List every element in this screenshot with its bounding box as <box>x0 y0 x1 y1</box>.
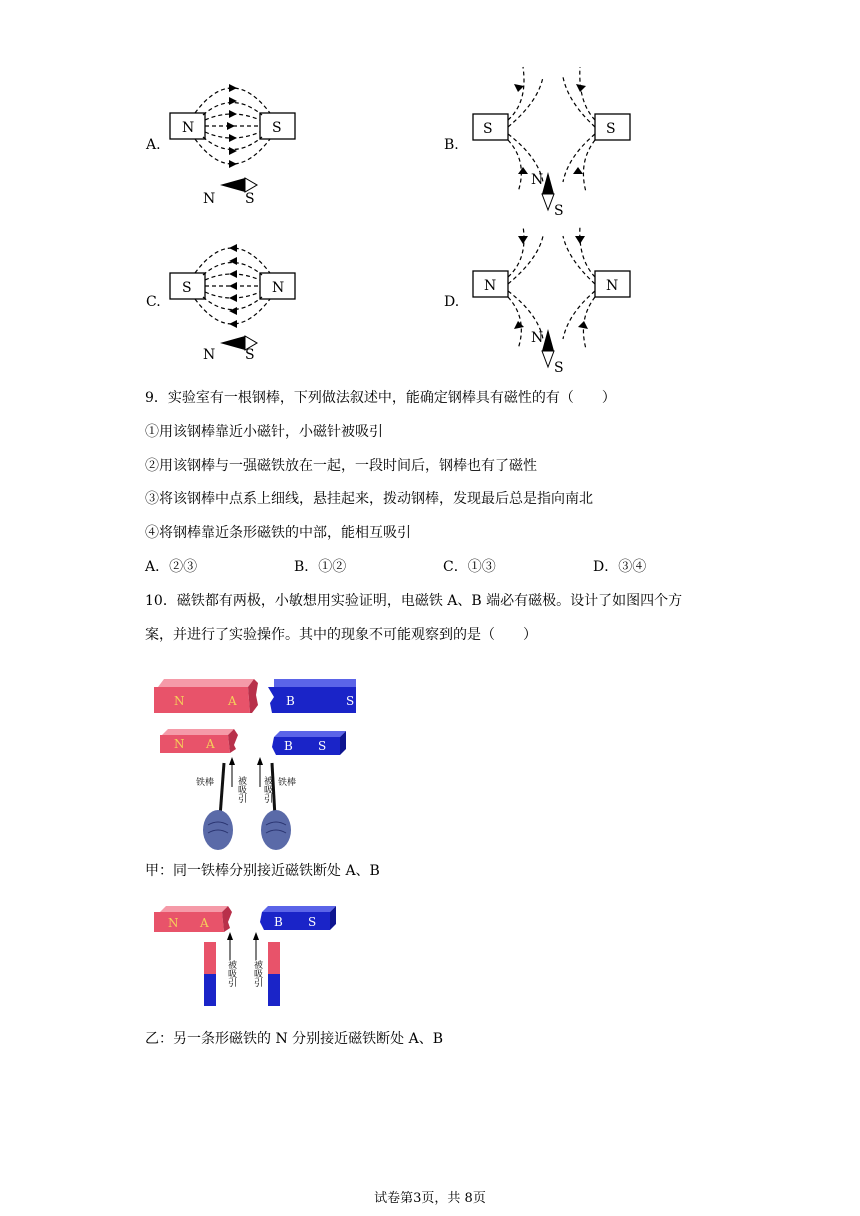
jia-top-left-a: A <box>228 694 237 708</box>
fig-b-right-pole: S <box>606 121 616 137</box>
fig-c-right-pole: N <box>272 280 285 296</box>
q9-item-1: ①用该钢棒靠近小磁针，小磁针被吸引 <box>145 424 383 440</box>
figure-d-field-diagram <box>468 226 638 386</box>
fig-d-needle-n: N <box>531 330 544 346</box>
q9-item-4: ④将钢棒靠近条形磁铁的中部，能相互吸引 <box>145 525 411 541</box>
jia-rod-label-right: 铁棒 <box>278 778 297 788</box>
jia-mid-right-b: B <box>284 739 293 753</box>
yi-left-a: A <box>200 916 209 930</box>
fig-c-needle-s: S <box>245 347 255 363</box>
yi-caption: 乙：另一条形磁铁的 N 分别接近磁铁断处 A、B <box>145 1031 443 1047</box>
q9-option-d: D．③④ <box>593 559 647 575</box>
jia-top-right-b: B <box>286 694 295 708</box>
fig-a-left-pole: N <box>182 120 195 136</box>
yi-right-s: S <box>308 915 317 929</box>
option-a-label: A. <box>146 137 161 153</box>
option-c-label: C. <box>146 294 161 310</box>
yi-right-b: B <box>274 915 283 929</box>
jia-attract-left: 被吸引 <box>236 776 246 803</box>
q9-option-b: B．①② <box>294 559 347 575</box>
q10-stem-line1: 10．磁铁都有两极，小敏想用实验证明，电磁铁 A、B 端必有磁极。设计了如图四个方 <box>145 593 683 609</box>
q9-stem: 9．实验室有一根钢棒，下列做法叙述中，能确定钢棒具有磁性的有（ ） <box>145 390 616 406</box>
q9-option-c: C．①③ <box>443 559 496 575</box>
yi-attract-right: 被吸引 <box>252 960 262 987</box>
jia-mid-right-s: S <box>318 739 327 753</box>
jia-caption: 甲：同一铁棒分别接近磁铁断处 A、B <box>145 863 380 879</box>
fig-b-left-pole: S <box>483 121 493 137</box>
jia-mid-left-a: A <box>206 737 215 751</box>
jia-top-right-s: S <box>346 694 355 708</box>
fig-d-right-pole: N <box>606 278 619 294</box>
yi-left-n: N <box>168 916 179 930</box>
fig-c-left-pole: S <box>182 280 192 296</box>
page-footer: 试卷第3页，共 8页 <box>374 1191 486 1206</box>
fig-a-needle-n: N <box>203 191 216 207</box>
fig-b-needle-n: N <box>531 172 544 188</box>
figure-yi-bar-magnet <box>150 900 350 1010</box>
figure-b-field-diagram <box>468 62 638 222</box>
fig-d-left-pole: N <box>484 278 497 294</box>
figure-c-field-diagram <box>165 226 310 366</box>
fig-a-right-pole: S <box>272 120 282 136</box>
q9-option-a: A．②③ <box>145 559 198 575</box>
fig-b-needle-s: S <box>554 203 564 219</box>
q10-stem-line2: 案，并进行了实验操作。其中的现象不可能观察到的是（ ） <box>145 627 537 643</box>
option-b-label: B. <box>444 137 459 153</box>
figure-a-field-diagram <box>165 68 310 208</box>
jia-rod-label-left: 铁棒 <box>196 778 215 788</box>
fig-c-needle-n: N <box>203 347 216 363</box>
figure-jia-iron-rod <box>150 675 360 855</box>
jia-top-left-n: N <box>174 694 185 708</box>
fig-a-needle-s: S <box>245 191 255 207</box>
fig-d-needle-s: S <box>554 360 564 376</box>
jia-attract-right: 被吸引 <box>262 776 272 803</box>
option-d-label: D. <box>444 294 460 310</box>
jia-mid-left-n: N <box>174 737 185 751</box>
q9-item-2: ②用该钢棒与一强磁铁放在一起，一段时间后，钢棒也有了磁性 <box>145 458 537 474</box>
q9-item-3: ③将该钢棒中点系上细线，悬挂起来，拨动钢棒，发现最后总是指向南北 <box>145 491 593 507</box>
yi-attract-left: 被吸引 <box>226 960 236 987</box>
